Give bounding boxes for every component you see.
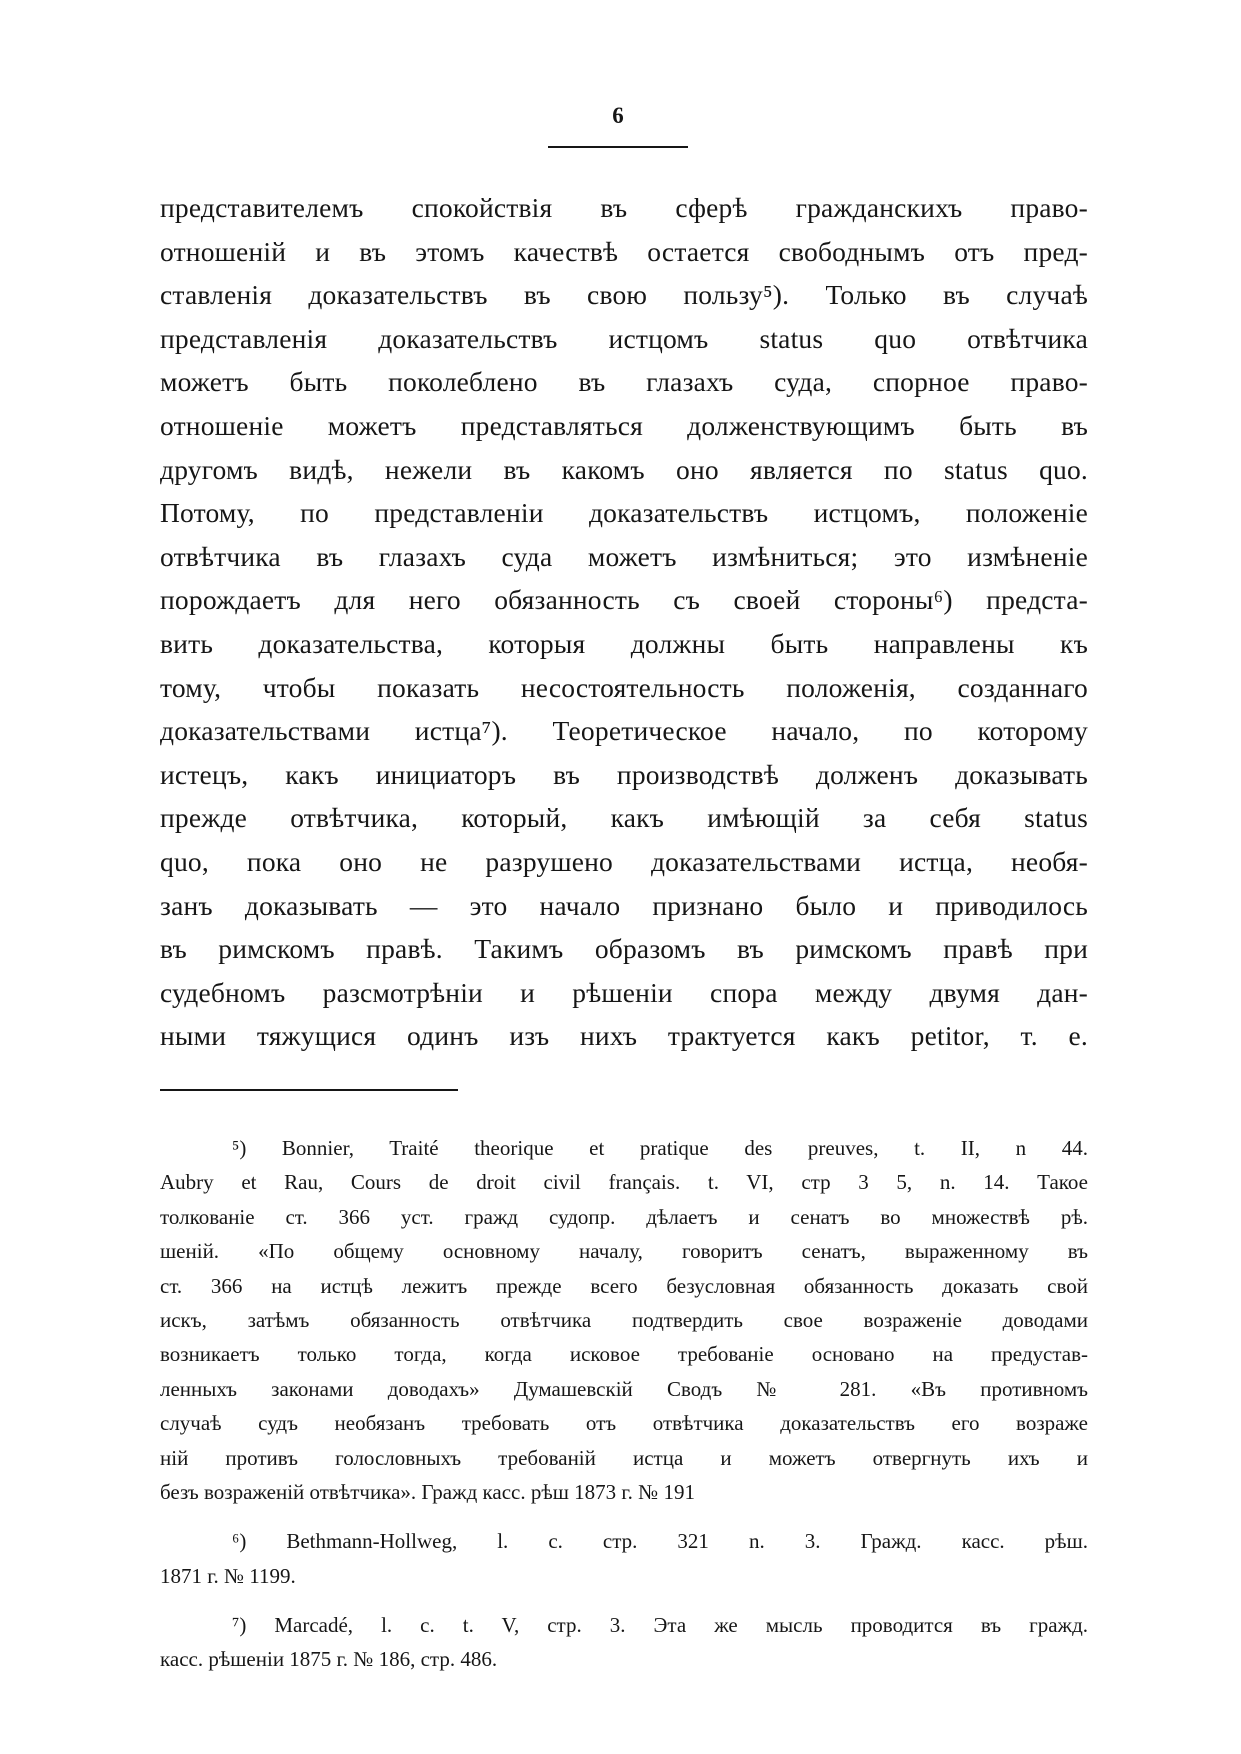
footnote-line: ⁵) Bonnier, Traité theorique et pratique des preuves, t. II, n 44.	[232, 1136, 1088, 1160]
footnote-6	[160, 1524, 1088, 1593]
body-line: представленія доказательствъ истцомъ status quo отвѣтчика	[160, 322, 1088, 354]
footnote-line: касс. рѣшеніи 1875 г. № 186, стр. 486.	[160, 1647, 498, 1672]
footnote-line: толкованіе ст. 366 уст. гражд судопр. дѣлаетъ и сенатъ во множествѣ рѣ.	[160, 1204, 1088, 1229]
body-line: вить доказательства, которыя должны быть направлены къ	[160, 627, 1088, 659]
footnote-line: ⁶) Bethmann-Hollweg, l. c. стр. 321 n. 3. Гражд. касс. рѣш.	[232, 1529, 1088, 1554]
footnote-line: случаѣ судъ необязанъ требовать отъ отвѣтчика доказательствъ его возраже	[160, 1411, 1088, 1436]
footnote-separator	[160, 1089, 458, 1091]
footnotes	[160, 1131, 1088, 1677]
body-line: прежде отвѣтчика, который, какъ имѣющій за себя status	[160, 802, 1088, 834]
page-number: 6	[612, 103, 624, 128]
body-line: истецъ, какъ инициаторъ въ производствѣ долженъ доказывать	[160, 758, 1088, 790]
body-line: другомъ видѣ, нежели въ какомъ оно является по status quo.	[160, 453, 1088, 485]
body-line: отношеніе можетъ представляться долженствующимъ быть въ	[160, 409, 1088, 441]
body-line: quo, пока оно не разрушено доказательствами истца, необя-	[160, 845, 1088, 877]
main-text	[160, 186, 1088, 1058]
body-line: ставленія доказательствъ въ свою пользу⁵). Только въ случаѣ	[160, 279, 1088, 311]
page-number-rule	[548, 146, 688, 148]
footnote-line: безъ возраженій отвѣтчика». Гражд касс. рѣш 1873 г. № 191	[160, 1479, 695, 1504]
footnote-line: возникаетъ только тогда, когда исковое требованіе основано на предустав-	[160, 1342, 1088, 1367]
footnote-7	[160, 1608, 1088, 1677]
footnote-line: искъ, затѣмъ обязанность отвѣтчика подтвердить свое возраженіе доводами	[160, 1307, 1088, 1332]
footnote-line: Aubry et Rau, Cours de droit civil français. t. VI, стр 3 5, n. 14. Такое	[160, 1170, 1088, 1195]
body-line: занъ доказывать — это начало признано было и приводилось	[160, 889, 1088, 921]
footnote-5	[160, 1131, 1088, 1509]
footnote-line: ⁷) Marcadé, l. c. t. V, стр. 3. Эта же мысль проводится въ гражд.	[232, 1613, 1088, 1638]
footnote-line: ленныхъ законами доводахъ» Думашевскій Сводъ № 281. «Въ противномъ	[160, 1376, 1088, 1401]
footnote-line: шеній. «По общему основному началу, говоритъ сенатъ, выраженному въ	[160, 1239, 1088, 1264]
body-line: порождаетъ для него обязанность съ своей стороны⁶) предста-	[160, 584, 1088, 616]
body-line: отношеній и въ этомъ качествѣ остается свободнымъ отъ пред-	[160, 235, 1088, 267]
body-line: можетъ быть поколеблено въ глазахъ суда, спорное право-	[160, 366, 1088, 398]
body-line: отвѣтчика въ глазахъ суда можетъ измѣниться; это измѣненіе	[160, 540, 1088, 572]
body-line: доказательствами истца⁷). Теоретическое начало, по которому	[160, 715, 1088, 747]
body-line: тому, чтобы показать несостоятельность положенія, созданнаго	[160, 671, 1088, 703]
footnote-line: ній противъ голословныхъ требованій истца и можетъ отвергнуть ихъ и	[160, 1445, 1088, 1470]
body-line: судебномъ разсмотрѣніи и рѣшеніи спора между двумя дан-	[160, 976, 1088, 1008]
body-line: въ римскомъ правѣ. Такимъ образомъ въ римскомъ правѣ при	[160, 933, 1088, 965]
body-line: ными тяжущися одинъ изъ нихъ трактуется какъ petitor, т. е.	[160, 1020, 1088, 1052]
body-line: представителемъ спокойствія въ сферѣ гражданскихъ право-	[160, 192, 1088, 223]
footnote-line: ст. 366 на истцѣ лежитъ прежде всего безусловная обязанность доказать свой	[160, 1273, 1088, 1298]
body-line: Потому, по представленіи доказательствъ истцомъ, положеніе	[160, 497, 1088, 529]
footnote-line: 1871 г. № 1199.	[160, 1563, 296, 1588]
